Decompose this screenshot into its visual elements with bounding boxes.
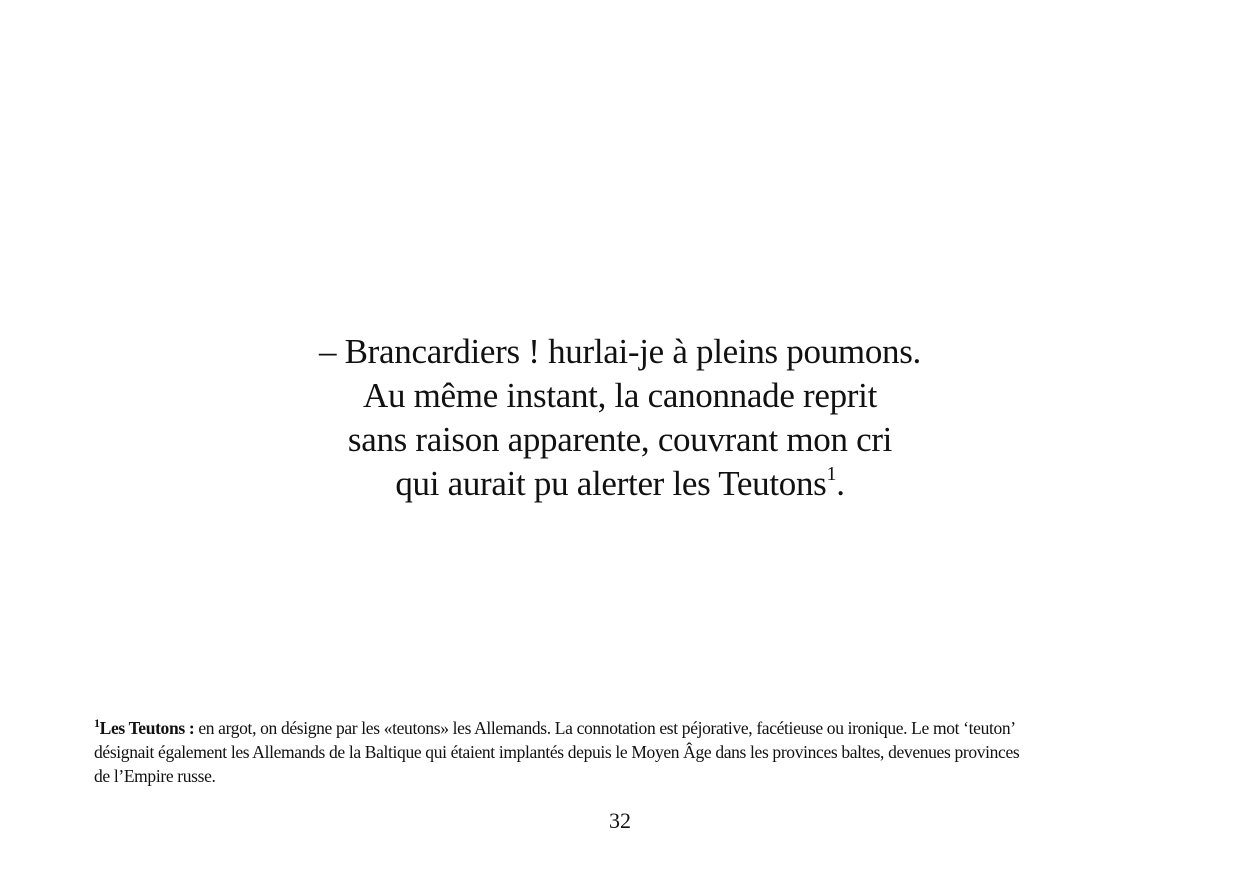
page-number: 32 [609, 808, 631, 833]
footnote-line-1-text: en argot, on désigne par les «teutons» les Allemands. La connotation est péjorative, facétieuse ou ironique. Le mot ‘teuton’ [194, 718, 1016, 738]
footnote-reference: 1 [826, 463, 837, 486]
main-text-line-4-period: . [836, 464, 845, 503]
footnote-line-3: de l’Empire russe. [94, 766, 216, 786]
main-text-line-3: sans raison apparente, couvrant mon cri [347, 420, 893, 459]
main-text-line-4-text: qui aurait pu alerter les Teutons [395, 464, 827, 503]
main-text-line-4 [0, 462, 1240, 506]
footnote-term: Les Teutons : [99, 718, 195, 738]
main-text-block [0, 330, 1240, 506]
main-text-line-1: – Brancardiers ! hurlai-je à pleins poumons. [318, 332, 922, 371]
footnote [94, 716, 1154, 788]
footnote-line-2: désignait également les Allemands de la Baltique qui étaient implantés depuis le Moyen Âge dans les provinces baltes, devenues provinces [94, 742, 1020, 762]
main-text-line-2: Au même instant, la canonnade reprit [362, 376, 877, 415]
footnote-marker: 1 [94, 716, 100, 731]
footnote-line-1 [94, 716, 1154, 740]
